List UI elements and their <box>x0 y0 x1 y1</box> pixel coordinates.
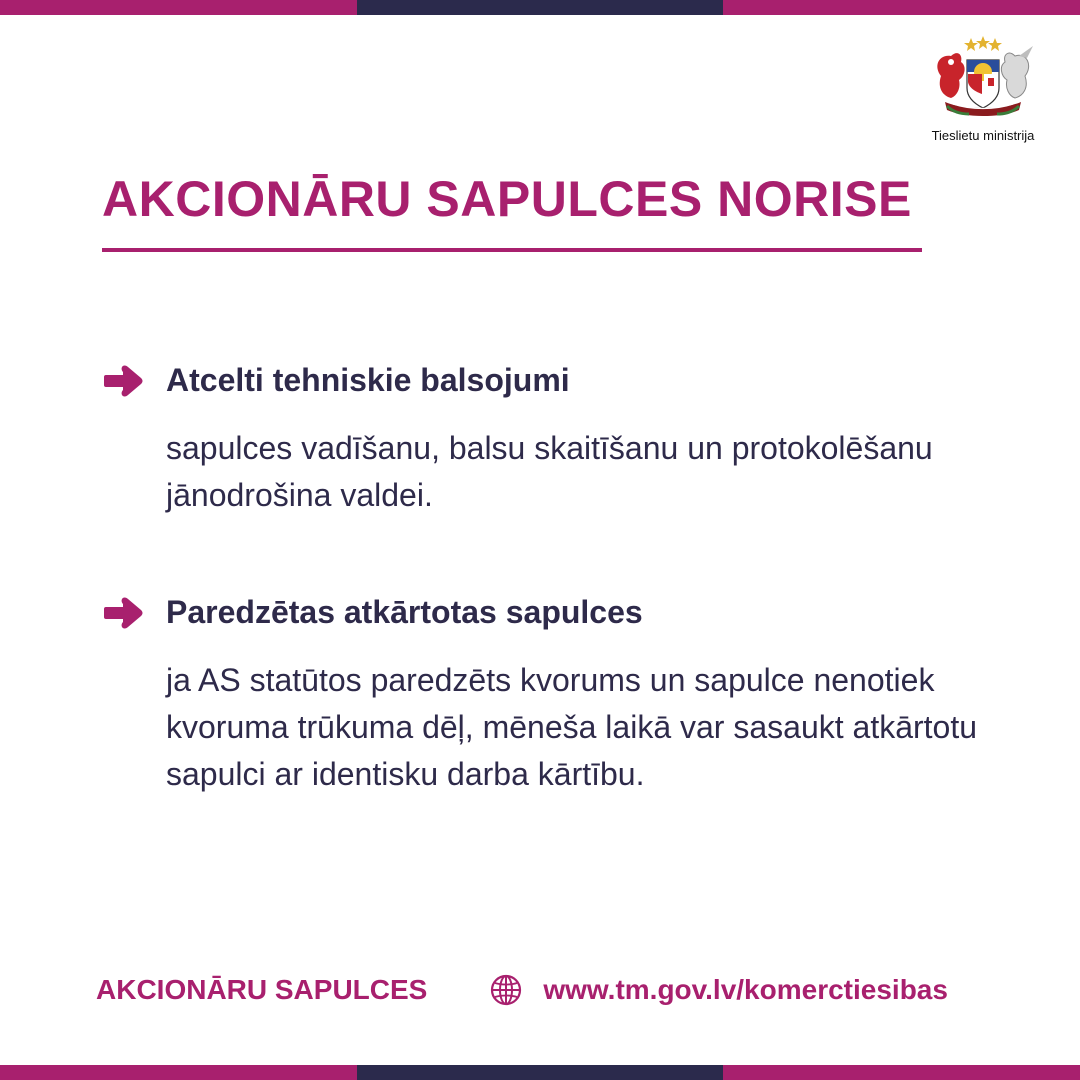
website-link[interactable]: www.tm.gov.lv/komerctiesibas <box>543 974 948 1005</box>
point-body: ja AS statūtos paredzēts kvorums un sapulce nenotiek kvoruma trūkuma dēļ, mēneša laikā var sasaukt atkārtotu sapulci ar identisku darba kārtību. <box>166 662 978 792</box>
point-body: sapulces vadīšanu, balsu skaitīšanu un protokolēšanu jānodrošina valdei. <box>166 430 933 513</box>
bottom-stripe <box>0 1065 1080 1080</box>
point-heading: Atcelti tehniskie balsojumi <box>166 362 570 398</box>
point-heading: Paredzētas atkārtotas sapulces <box>166 594 643 630</box>
point-technical-votes <box>102 362 1002 519</box>
page-title: AKCIONĀRU SAPULCES NORISE <box>102 171 912 227</box>
point-repeat-meetings <box>102 594 1002 798</box>
arrow-right-icon <box>102 596 144 630</box>
title-underline <box>102 248 922 252</box>
ministry-logo <box>918 36 1048 143</box>
footer <box>96 968 996 1012</box>
latvia-coat-of-arms-icon <box>923 36 1043 120</box>
ministry-name: Tieslietu ministrija <box>931 128 1035 143</box>
globe-icon <box>489 973 523 1007</box>
top-stripe <box>0 0 1080 15</box>
arrow-right-icon <box>102 364 144 398</box>
footer-tag: AKCIONĀRU SAPULCES <box>96 974 428 1005</box>
